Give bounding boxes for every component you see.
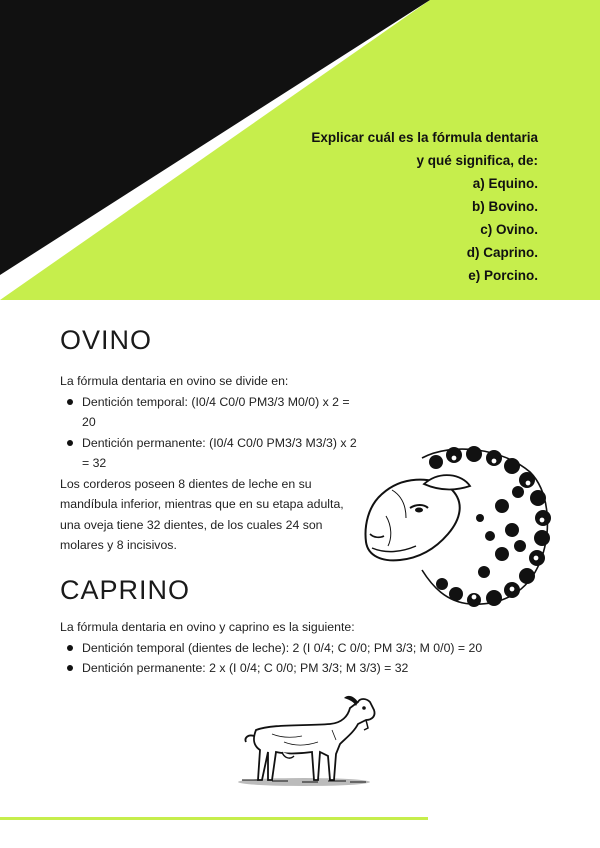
footer-accent-line [0,817,428,820]
caprino-bullet-permanente: Dentición permanente: 2 x (I 0/4; C 0/0; PM 3/3; M 3/3) = 32 [82,658,540,679]
question-block [198,126,538,287]
ovino-intro: La fórmula dentaria en ovino se divide en: [60,374,289,388]
caprino-bullet-temporal: Dentición temporal (dientes de leche): 2 (I 0/4; C 0/0; PM 3/3; M 0/0) = 20 [82,638,540,659]
ovino-bullet-temporal: Dentición temporal: (I0/4 C0/0 PM3/3 M0/0) x 2 = 20 [82,392,360,433]
ovino-title: OVINO [60,325,153,355]
ovino-body [60,371,360,556]
question-line: y qué significa, de: [416,153,538,168]
caprino-title: CAPRINO [60,575,191,605]
caprino-bullet-list [60,638,540,679]
sheep-head-illustration [362,446,552,608]
goat-illustration [232,694,382,790]
option-porcino: e) Porcino. [468,268,538,283]
ovino-paragraph: Los corderos poseen 8 dientes de leche en su mandíbula inferior, mientras que en su etapa adulta, una oveja tiene 32 dientes, de los cuales 24 son molares y 8 incisivos. [60,476,344,552]
ovino-bullet-permanente: Dentición permanente: (I0/4 C0/0 PM3/3 M3/3) x 2 = 32 [82,433,360,474]
option-ovino: c) Ovino. [480,222,538,237]
caprino-body [60,617,540,679]
question-line: Explicar cuál es la fórmula dentaria [311,130,538,145]
caprino-intro: La fórmula dentaria en ovino y caprino es la siguiente: [60,620,355,634]
option-caprino: d) Caprino. [466,245,538,260]
option-equino: a) Equino. [472,176,538,191]
option-bovino: b) Bovino. [472,199,538,214]
ovino-bullet-list [60,392,360,474]
